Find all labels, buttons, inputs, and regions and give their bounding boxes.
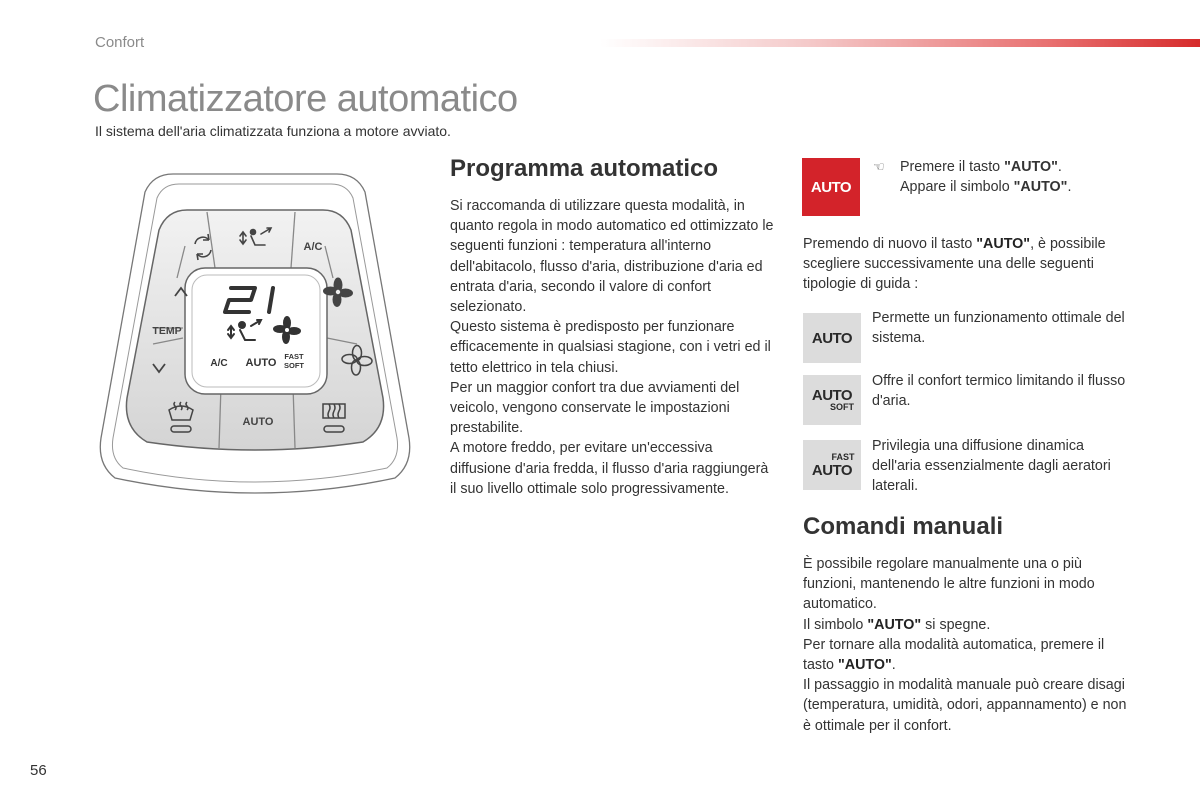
mode-soft-auto-label: AUTO — [811, 387, 853, 404]
manuali-paragraph — [803, 635, 1138, 675]
display-auto-symbol: AUTO — [245, 357, 277, 369]
p3-text-end: . — [891, 657, 896, 674]
manuali-heading: Comandi manuali — [803, 513, 1004, 540]
programma-paragraph: Si raccomanda di utilizzare questa modalità, in quanto regola in modo automatico ed ottimizzato le seguenti funzioni : temperatura all'interno dell'abitacolo, flusso d'aria, distribuzione d'aria ed entrata d'aria, secondo il valore di confort selezionato. — [450, 198, 774, 316]
mode-auto-soft-icon — [803, 375, 861, 425]
auto-instruction — [873, 157, 1133, 197]
ac-button[interactable]: A/C — [303, 241, 323, 253]
appare-text-end: . — [1067, 179, 1072, 196]
p2-text-end: si spegne. — [921, 616, 991, 633]
manuali-paragraph — [803, 615, 1138, 635]
display-ac-symbol: A/C — [210, 358, 228, 369]
appare-text: Appare il simbolo — [900, 179, 1014, 196]
again-key: "AUTO" — [976, 236, 1031, 252]
instr-text-end: . — [1057, 159, 1062, 175]
page-title: Climatizzatore automatico — [93, 78, 518, 120]
manuali-text — [803, 554, 1138, 736]
p3-text: Per tornare alla modalità automatica, premere il tasto — [803, 636, 1105, 674]
manuali-paragraph: È possibile regolare manualmente una o più funzioni, mantenendo le altre funzioni in modo automatico. — [803, 556, 1095, 613]
section-label: Confort — [95, 34, 145, 51]
display-fast-symbol: FAST — [284, 352, 304, 361]
pointer-icon: ☜ — [873, 159, 885, 174]
header-accent-bar — [600, 39, 1200, 47]
programma-paragraph: Per un maggior confort tra due avviamenti del veicolo, vengono conservate le impostazioni prestabilite. — [450, 379, 740, 437]
page-subtitle: Il sistema dell'aria climatizzata funziona a motore avviato. — [95, 123, 451, 139]
mode-fast-auto-icon — [803, 440, 861, 490]
programma-paragraph: A motore freddo, per evitare un'eccessiva diffusione d'aria fredda, il flusso d'aria raggiungerà il suo livello ottimale solo progressivamente. — [450, 440, 769, 497]
again-text-end: , è possibile scegliere successivamente una delle seguenti tipologie di guida : — [803, 236, 1106, 293]
appare-key: "AUTO" — [1013, 179, 1068, 196]
programma-paragraph: Questo sistema è predisposto per funzionare efficacemente in qualsiasi stagione, con i vetri ed il tetto elettrico in tela chiusi. — [450, 319, 771, 376]
auto-button[interactable]: AUTO — [242, 416, 274, 428]
mode-fast-auto-desc: Privilegia una diffusione dinamica dell'aria essenzialmente dagli aeratori laterali. — [872, 438, 1111, 495]
mode-fast-auto-label: AUTO — [811, 461, 853, 479]
mode-auto-icon — [803, 313, 861, 363]
auto-again-text — [803, 234, 1133, 295]
auto-button-icon: AUTO — [802, 158, 860, 216]
programma-heading: Programma automatico — [450, 155, 719, 182]
mode-fast-label: FAST — [831, 451, 855, 462]
temp-label: TEMP — [152, 325, 182, 337]
mode-auto-soft-desc: Offre il confort termico limitando il flusso d'aria. — [872, 373, 1126, 410]
mode-auto-desc: Permette un funzionamento ottimale del sistema. — [872, 310, 1125, 347]
manuali-paragraph: Il passaggio in modalità manuale può creare disagi (temperatura, umidità, odori, appannamento) e non è ottimale per il confort. — [803, 677, 1127, 734]
p3-key: "AUTO" — [837, 657, 892, 674]
p2-key: "AUTO" — [867, 616, 922, 633]
display-soft-symbol: SOFT — [284, 361, 304, 370]
mode-soft-label: SOFT — [830, 402, 854, 412]
p2-text: Il simbolo — [803, 616, 868, 633]
mode-auto-label: AUTO — [811, 329, 853, 347]
instr-key: "AUTO" — [1004, 159, 1058, 175]
page-number: 56 — [30, 762, 47, 779]
programma-text — [450, 196, 776, 499]
again-text: Premendo di nuovo il tasto — [803, 236, 977, 252]
instr-text: Premere il tasto — [900, 159, 1005, 175]
climate-control-panel — [95, 168, 415, 498]
